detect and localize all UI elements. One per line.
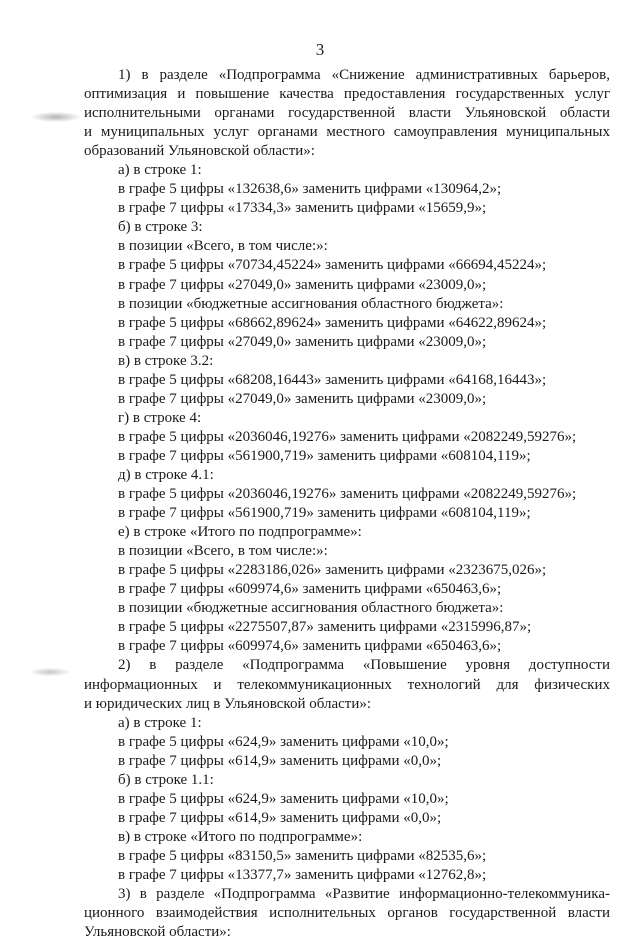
paragraph-line: в графе 7 цифры «27049,0» заменить цифрами «23009,0»;	[118, 276, 487, 293]
paragraph-line: оптимизация и повышение качества предоставления государственных услуг	[84, 86, 610, 103]
paragraph-line: в графе 5 цифры «624,9» заменить цифрами «10,0»;	[118, 733, 449, 750]
paragraph-line: исполнительными органами государственной власти Ульяновской области	[84, 105, 610, 122]
scan-smudge	[30, 668, 70, 676]
paragraph-line: в графе 5 цифры «68208,16443» заменить цифрами «64168,16443»;	[118, 371, 547, 388]
paragraph-line: в графе 5 цифры «624,9» заменить цифрами «10,0»;	[118, 790, 449, 807]
paragraph-line: в графе 5 цифры «70734,45224» заменить цифрами «66694,45224»;	[118, 257, 547, 274]
paragraph-line: в графе 7 цифры «27049,0» заменить цифрами «23009,0»;	[118, 390, 487, 407]
paragraph-line: в графе 5 цифры «83150,5» заменить цифрами «82535,6»;	[118, 847, 487, 864]
paragraph-line: б) в строке 3:	[118, 219, 203, 236]
paragraph-line: в графе 7 цифры «561900,719» заменить цифрами «608104,119»;	[118, 447, 531, 464]
paragraph-line: в графе 7 цифры «609974,6» заменить цифрами «650463,6»;	[118, 638, 502, 655]
paragraph-line: 3) в разделе «Подпрограмма «Развитие информационно-телекоммуника-	[118, 886, 610, 903]
paragraph-line: б) в строке 1.1:	[118, 771, 214, 788]
paragraph-line: Ульяновской области»:	[84, 924, 231, 941]
paragraph-line: в позиции «Всего, в том числе:»:	[118, 238, 328, 255]
paragraph-line: г) в строке 4:	[118, 409, 202, 426]
page-number: 3	[315, 40, 325, 59]
paragraph-line: в графе 5 цифры «2036046,19276» заменить цифрами «2082249,59276»;	[118, 428, 577, 445]
paragraph-line: в графе 7 цифры «609974,6» заменить цифрами «650463,6»;	[118, 581, 502, 598]
paragraph-line: д) в строке 4.1:	[118, 466, 214, 483]
paragraph-line: в графе 5 цифры «2275507,87» заменить цифрами «2315996,87»;	[118, 619, 532, 636]
paragraph-line: информационных и телекоммуникационных технологий для физических	[84, 676, 610, 693]
paragraph-line: в позиции «бюджетные ассигнования областного бюджета»:	[118, 295, 504, 312]
paragraph-line: в позиции «бюджетные ассигнования областного бюджета»:	[118, 600, 504, 617]
paragraph-line: в графе 7 цифры «13377,7» заменить цифрами «12762,8»;	[118, 866, 487, 883]
paragraph-line: в графе 7 цифры «614,9» заменить цифрами «0,0»;	[118, 752, 442, 769]
paragraph-line: и юридических лиц в Ульяновской области»:	[84, 695, 372, 712]
paragraph-line: в графе 5 цифры «132638,6» заменить цифрами «130964,2»;	[118, 181, 502, 198]
paragraph-line: в графе 5 цифры «2036046,19276» заменить цифрами «2082249,59276»;	[118, 486, 577, 503]
paragraph-line: в графе 7 цифры «17334,3» заменить цифрами «15659,9»;	[118, 200, 487, 217]
paragraph-line: е) в строке «Итого по подпрограмме»:	[118, 524, 362, 541]
paragraph-line: и муниципальных услуг органами местного самоуправления муниципальных	[84, 124, 610, 141]
paragraph-line: в позиции «Всего, в том числе:»:	[118, 543, 328, 560]
paragraph-line: в) в строке 3.2:	[118, 352, 214, 369]
paragraph-line: в графе 7 цифры «27049,0» заменить цифрами «23009,0»;	[118, 333, 487, 350]
paragraph-line: в графе 5 цифры «2283186,026» заменить цифрами «2323675,026»;	[118, 562, 547, 579]
paragraph-line: в графе 5 цифры «68662,89624» заменить цифрами «64622,89624»;	[118, 314, 547, 331]
paragraph-line: 2) в разделе «Подпрограмма «Повышение уровня доступности	[118, 657, 610, 674]
paragraph-line: в графе 7 цифры «614,9» заменить цифрами «0,0»;	[118, 809, 442, 826]
paragraph-line: а) в строке 1:	[118, 162, 202, 179]
document-body	[84, 66, 610, 942]
paragraph-line: ционного взаимодействия исполнительных органов государственной власти	[84, 905, 610, 922]
paragraph-line: в графе 7 цифры «561900,719» заменить цифрами «608104,119»;	[118, 505, 531, 522]
paragraph-line: 1) в разделе «Подпрограмма «Снижение административных барьеров,	[118, 67, 610, 83]
paragraph-line: а) в строке 1:	[118, 714, 202, 731]
paragraph-line: в) в строке «Итого по подпрограмме»:	[118, 828, 363, 845]
paragraph-line: образований Ульяновской области»:	[84, 143, 315, 160]
scan-smudge	[32, 112, 80, 122]
